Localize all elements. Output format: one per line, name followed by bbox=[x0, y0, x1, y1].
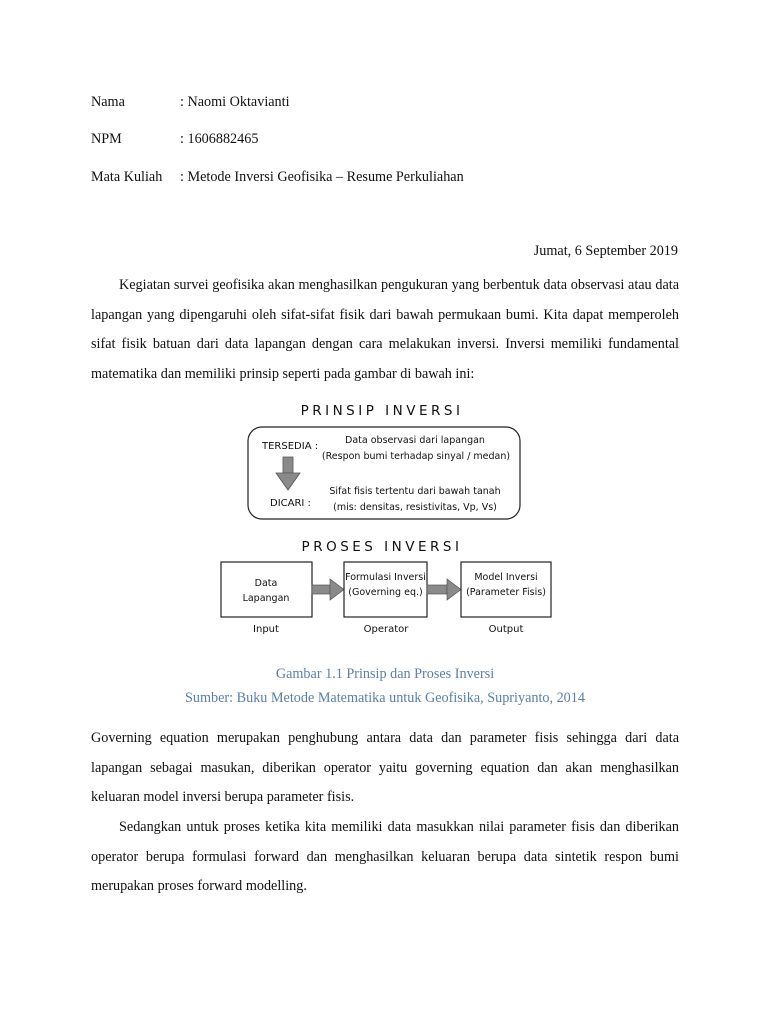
field-value: : Metode Inversi Geofisika – Resume Perkuliahan bbox=[180, 169, 464, 185]
available-line1: Data observasi dari lapangan bbox=[345, 435, 485, 446]
field-value: : Naomi Oktavianti bbox=[180, 94, 290, 110]
process-box-input bbox=[221, 562, 312, 617]
figure-title-principle: PRINSIP INVERSI bbox=[300, 403, 464, 419]
field-label: Nama bbox=[91, 94, 125, 110]
sought-line2: (mis: densitas, resistivitas, Vp, Vs) bbox=[333, 502, 497, 513]
right-arrow-icon bbox=[312, 579, 344, 600]
field-label: NPM bbox=[91, 131, 122, 147]
available-label: TERSEDIA : bbox=[262, 441, 319, 452]
sought-line1: Sifat fisis tertentu dari bawah tanah bbox=[329, 486, 501, 497]
paragraph-intro: Kegiatan survei geofisika akan menghasilkan pengukuran yang berbentuk data observasi atau data lapangan yang dipengaruhi oleh sifat-sifat fisik dari bawah permukaan bumi. Kita dapat memperoleh sifat fisik batuan dari data lapangan dengan cara melakukan inversi. Inversi memiliki fundamental matematika dan memiliki prinsip seperti pada gambar di bawah ini: bbox=[91, 277, 679, 382]
label-input: Input bbox=[253, 624, 279, 635]
right-arrow-icon bbox=[427, 579, 461, 600]
label-output: Output bbox=[488, 624, 524, 635]
figure-source: Sumber: Buku Metode Matematika untuk Geofisika, Supriyanto, 2014 bbox=[185, 690, 585, 706]
box2-line2: (Governing eq.) bbox=[348, 587, 423, 598]
label-operator: Operator bbox=[363, 624, 409, 635]
available-line2: (Respon bumi terhadap sinyal / medan) bbox=[321, 451, 511, 462]
box3-line1: Model Inversi bbox=[474, 572, 538, 583]
sought-label: DICARI : bbox=[270, 498, 311, 509]
box3-line2: (Parameter Fisis) bbox=[466, 587, 546, 598]
paragraph-governing-equation: Governing equation merupakan penghubung antara data dan parameter fisis sehingga dari data lapangan sebagai masukan, diberikan operator yaitu governing equation dan akan menghasilkan keluaran model inversi berupa parameter fisis. bbox=[91, 730, 679, 805]
paragraph-forward-modelling: Sedangkan untuk proses ketika kita memiliki data masukkan nilai parameter fisis dan diberikan operator berupa formulasi forward dan menghasilkan keluaran berupa data sintetik respon bumi merupakan proses forward modelling. bbox=[91, 819, 679, 894]
inversion-principle-figure bbox=[210, 395, 555, 640]
figure-caption: Gambar 1.1 Prinsip dan Proses Inversi bbox=[275, 666, 495, 682]
figure-title-process: PROSES INVERSI bbox=[301, 539, 463, 555]
field-value: : 1606882465 bbox=[180, 131, 259, 147]
field-label: Mata Kuliah bbox=[91, 169, 163, 185]
box2-line1: Formulasi Inversi bbox=[345, 572, 426, 583]
document-date: Jumat, 6 September 2019 bbox=[533, 243, 678, 259]
box1-line1: Data bbox=[254, 578, 278, 589]
box1-line2: Lapangan bbox=[242, 593, 290, 604]
